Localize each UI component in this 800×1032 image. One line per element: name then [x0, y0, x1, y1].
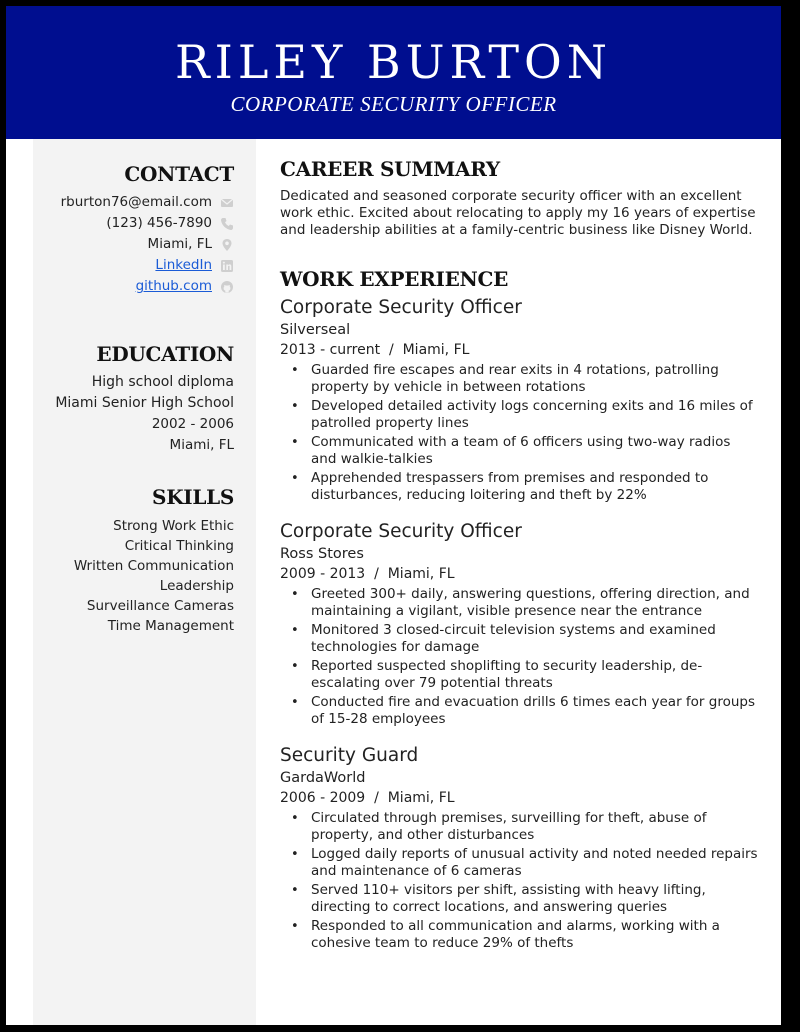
job-bullet: • Responded to all communication and alarms, working with a cohesive team to reduce 29% of thefts: [280, 918, 760, 952]
skill-item: Written Communication: [73, 558, 234, 574]
contact-location: [34, 234, 234, 255]
job-bullet: • Monitored 3 closed-circuit television systems and examined technologies for damage: [280, 622, 760, 656]
job-bullet: • Developed detailed activity logs concerning exits and 16 miles of patrolled property lines: [280, 398, 760, 432]
contact-phone: [34, 213, 234, 234]
job-bullet: • Guarded fire escapes and rear exits in 4 rotations, patrolling property by vehicle in between rotations: [280, 362, 760, 396]
job-bullet: • Conducted fire and evacuation drills 6 times each year for groups of 15-28 employees: [280, 694, 760, 728]
job-bullet: • Reported suspected shoplifting to security leadership, de-escalating over 79 potential threats: [280, 658, 760, 692]
contact-email: [34, 192, 234, 213]
linkedin-icon: [220, 259, 234, 273]
job-bullet: • Served 110+ visitors per shift, assisting with heavy lifting, directing to correct locations, and answering queries: [280, 882, 760, 916]
location-icon: [220, 238, 234, 252]
job-entry: [280, 296, 760, 504]
job-company: Ross Stores: [280, 546, 364, 562]
job-bullet: • Greeted 300+ daily, answering questions, offering direction, and maintaining a vigilant, visible presence near the entrance: [280, 586, 760, 620]
candidate-role: CORPORATE SECURITY OFFICER: [230, 92, 557, 116]
job-dates: 2006 - 2009 / Miami, FL: [280, 790, 455, 806]
education-title: EDUCATION: [96, 342, 234, 366]
github-icon: [220, 280, 234, 294]
skill-item: Strong Work Ethic: [113, 518, 234, 534]
skills-title: SKILLS: [152, 485, 234, 509]
job-bullet: • Logged daily reports of unusual activity and noted needed repairs and maintenance of 6 cameras: [280, 846, 760, 880]
skill-item: Critical Thinking: [124, 538, 234, 554]
job-title: Corporate Security Officer: [280, 297, 522, 318]
job-bullet: • Apprehended trespassers from premises and responded to disturbances, reducing loitering and theft by 22%: [280, 470, 760, 504]
summary-title: CAREER SUMMARY: [280, 157, 500, 181]
contact-section: [34, 161, 234, 297]
job-entry: [280, 520, 760, 728]
resume-page: [6, 6, 781, 1025]
skill-item: Leadership: [159, 578, 234, 594]
contact-linkedin[interactable]: [34, 255, 234, 276]
skill-item: Time Management: [107, 618, 234, 634]
github-link[interactable]: github.com: [135, 278, 212, 294]
summary-text: Dedicated and seasoned corporate security officer with an excellent work ethic. Excited about relocating to apply my 16 years of expertise and leadership abilities at a family-centric business like Disney World.: [280, 188, 756, 238]
education-degree: High school diploma: [91, 374, 234, 390]
job-dates: 2009 - 2013 / Miami, FL: [280, 566, 455, 582]
job-title: Corporate Security Officer: [280, 521, 522, 542]
education-years: 2002 - 2006: [151, 416, 234, 432]
experience-title: WORK EXPERIENCE: [280, 267, 509, 291]
job-company: GardaWorld: [280, 770, 366, 786]
skills-section: [34, 484, 234, 636]
contact-phone-text: (123) 456-7890: [106, 215, 212, 231]
contact-github[interactable]: [34, 276, 234, 297]
sidebar: [33, 139, 256, 1025]
job-title: Security Guard: [280, 745, 419, 766]
job-bullets: [280, 810, 760, 952]
contact-location-text: Miami, FL: [147, 236, 212, 252]
contact-email-text: rburton76@email.com: [60, 194, 212, 210]
contact-title: CONTACT: [124, 162, 234, 186]
job-entry: [280, 744, 760, 952]
education-section: [34, 341, 234, 456]
job-bullets: [280, 362, 760, 504]
education-school: Miami Senior High School: [55, 395, 234, 411]
skill-item: Surveillance Cameras: [86, 598, 234, 614]
job-bullet: • Communicated with a team of 6 officers using two-way radios and walkie-talkies: [280, 434, 760, 468]
job-company: Silverseal: [280, 322, 351, 338]
job-bullets: [280, 586, 760, 728]
linkedin-link[interactable]: LinkedIn: [155, 257, 212, 273]
envelope-icon: [220, 196, 234, 210]
resume-header: [6, 6, 781, 139]
job-bullet: • Circulated through premises, surveilling for theft, abuse of property, and other disturbances: [280, 810, 760, 844]
phone-icon: [220, 217, 234, 231]
candidate-name: RILEY BURTON: [175, 35, 612, 89]
job-dates: 2013 - current / Miami, FL: [280, 342, 470, 358]
main-content: [280, 156, 760, 954]
education-location: Miami, FL: [169, 437, 234, 453]
